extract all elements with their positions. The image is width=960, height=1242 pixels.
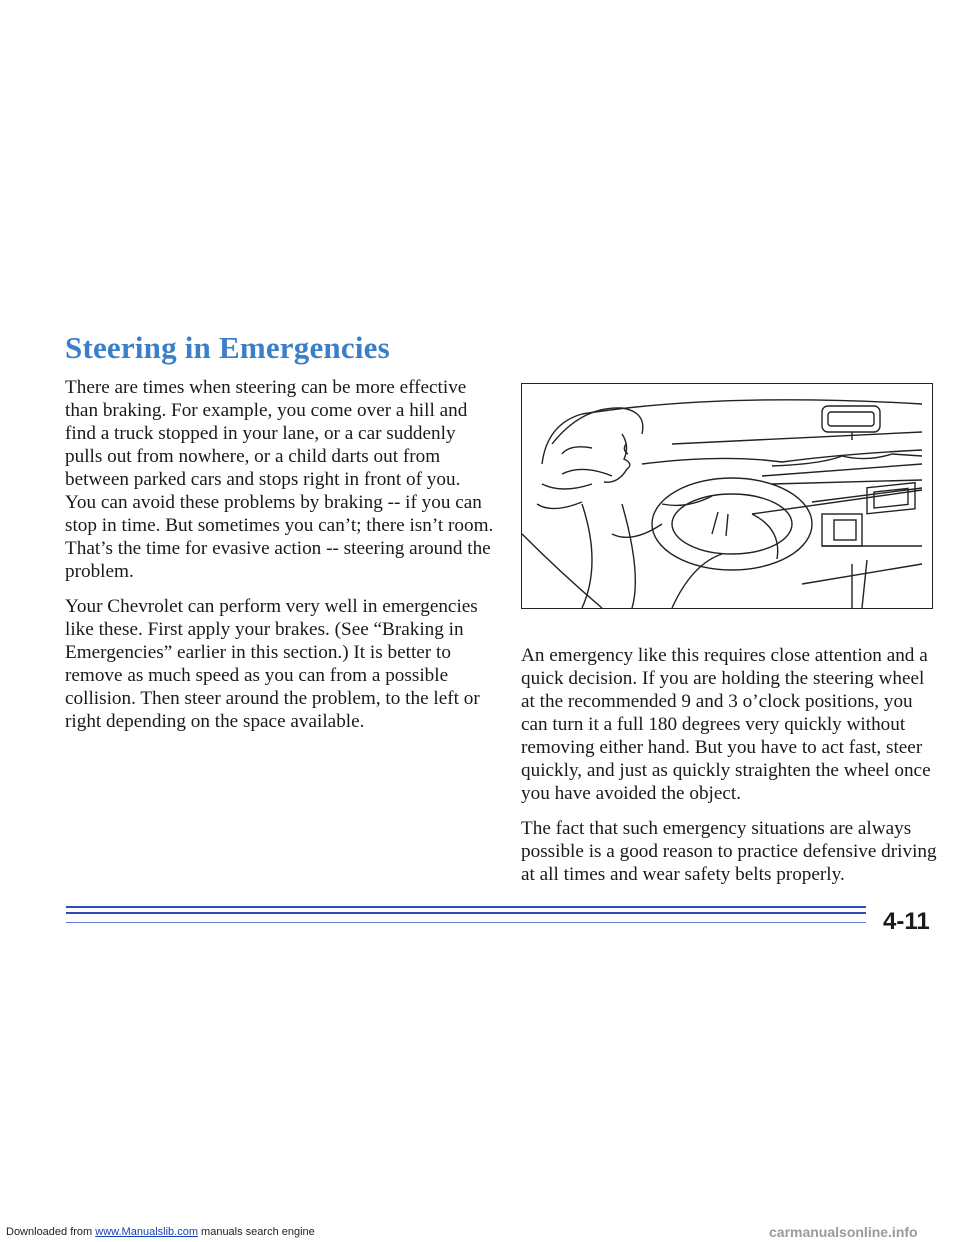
section-title: Steering in Emergencies	[65, 330, 390, 365]
left-column	[65, 330, 495, 745]
footer-rule	[66, 912, 866, 914]
footer-suffix: manuals search engine	[197, 1226, 315, 1238]
footer-rule	[66, 906, 866, 908]
download-footer	[6, 1226, 315, 1238]
paragraph: Your Chevrolet can perform very well in emergencies like these. First apply your brakes. (See “Braking in Emergencies” earlier in this section.) It is better to remove as much speed as you can from a possible collision. Then steer around the problem, to the left or right depending on the space available.	[65, 596, 480, 732]
footer-prefix: Downloaded from	[6, 1226, 96, 1238]
driver-steering-illustration	[521, 383, 933, 609]
paragraph: An emergency like this requires close attention and a quick decision. If you are holding the steering wheel at the recommended 9 and 3 o’clock positions, you can turn it a full 180 degrees very quickly without removing either hand. But you have to act fast, steer quickly, and just as quickly straighten the wheel once you have avoided the object.	[521, 645, 931, 804]
paragraph: The fact that such emergency situations are always possible is a good reason to practice defensive driving at all times and wear safety belts properly.	[521, 818, 937, 885]
paragraph: There are times when steering can be more effective than braking. For example, you come over a hill and find a truck stopped in your lane, or a car suddenly pulls out from nowhere, or a child darts out from between parked cars and stops right in front of you. You can avoid these problems by braking -- if you can stop in time. But sometimes you can’t; there isn’t room. That’s the time for evasive action -- steering around the problem.	[65, 377, 494, 582]
footer-rule	[66, 922, 866, 923]
manualslib-link[interactable]: www.Manualslib.com	[95, 1226, 198, 1238]
right-column	[521, 644, 941, 898]
page-number: 4-11	[883, 908, 930, 935]
watermark: carmanualsonline.info	[769, 1224, 918, 1240]
